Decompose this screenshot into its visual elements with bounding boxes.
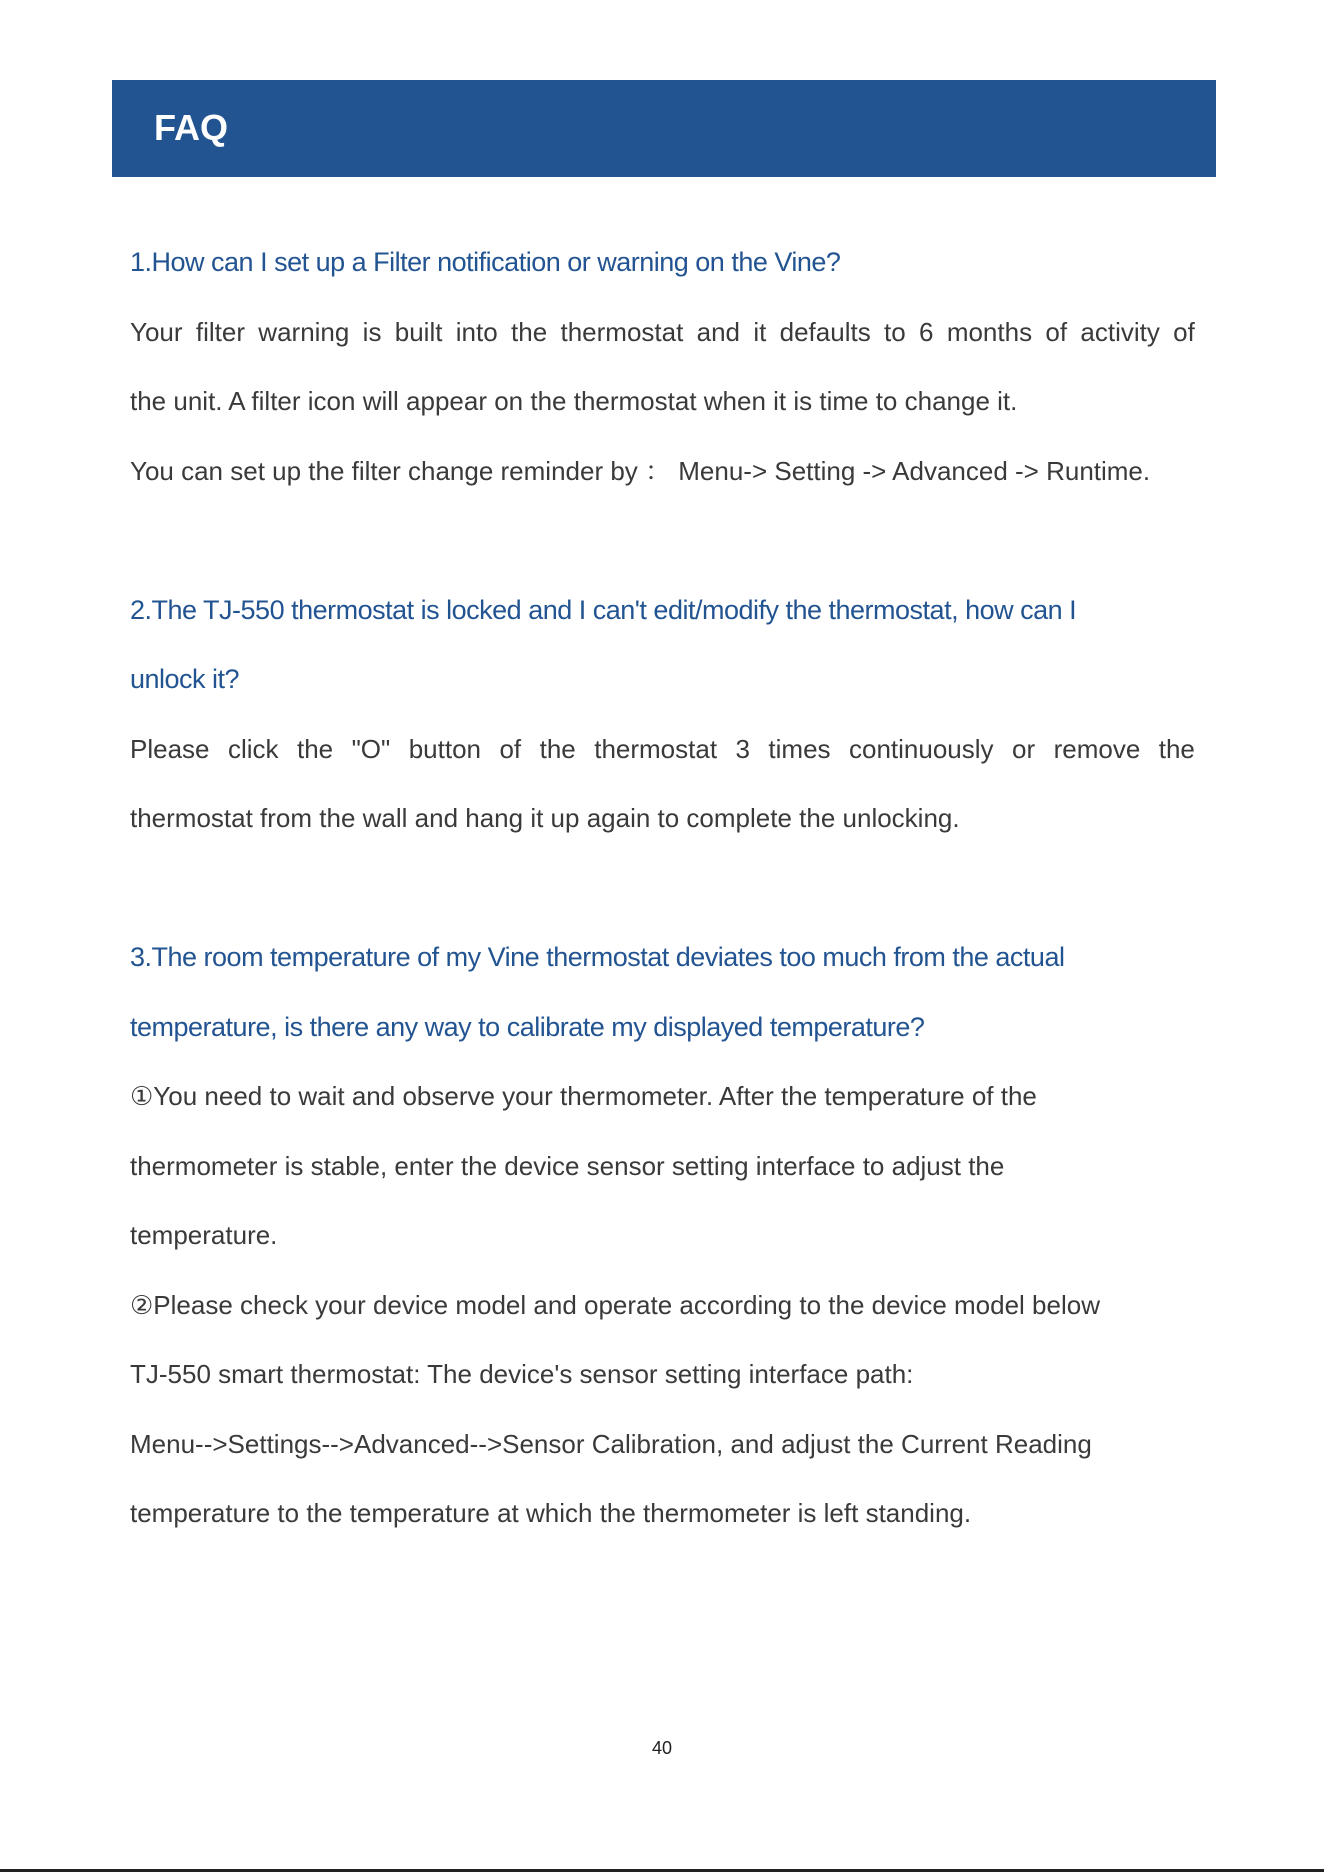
word: click <box>227 733 279 764</box>
word: activity <box>1080 316 1160 347</box>
faq-1-answer-line-3: You can set up the filter change reminder by ： Menu-> Setting -> Advanced -> Runtime. <box>130 455 1151 486</box>
section-spacer <box>130 506 1195 576</box>
word: and <box>696 316 741 347</box>
word: thermostat <box>560 316 684 347</box>
page-title: FAQ <box>154 107 229 148</box>
word: months <box>946 316 1033 347</box>
word: to <box>884 316 906 347</box>
faq-3-answer-line-4: ②Please check your device model and operate according to the device model below <box>130 1289 1100 1320</box>
faq-1-answer-line-2: the unit. A filter icon will appear on the thermostat when it is time to change it. <box>130 386 1018 416</box>
faq-1-answer-line-1 <box>130 298 1195 368</box>
word: is <box>362 316 382 347</box>
word: "O" <box>351 733 391 764</box>
word: 3 <box>735 733 750 764</box>
word: into <box>455 316 498 347</box>
word: defaults <box>779 316 871 347</box>
word: filter <box>195 316 245 347</box>
faq-3-answer-line-7: temperature to the temperature at which the thermometer is left standing. <box>130 1498 972 1528</box>
faq-3-answer-line-5: TJ-550 smart thermostat: The device's sensor setting interface path: <box>130 1359 914 1389</box>
word: the <box>296 733 334 764</box>
word: of <box>499 733 522 764</box>
faq-3-answer-line-3: temperature. <box>130 1220 278 1250</box>
word: of <box>1173 316 1195 347</box>
faq-3-answer-line-6: Menu-->Settings-->Advanced-->Sensor Calibration, and adjust the Current Reading <box>130 1428 1092 1459</box>
word: built <box>394 316 443 347</box>
word: Your <box>130 316 183 347</box>
faq-2-answer-line-2: thermostat from the wall and hang it up again to complete the unlocking. <box>130 803 960 833</box>
word: it <box>753 316 767 347</box>
page-number: 40 <box>651 1738 673 1758</box>
faq-3-answer-line-1: ①You need to wait and observe your thermometer. After the temperature of the <box>130 1081 1037 1111</box>
word: or <box>1012 733 1036 764</box>
word: button <box>408 733 482 764</box>
word: 6 <box>919 316 934 347</box>
word: continuously <box>849 733 994 764</box>
faq-3-question-line-1: 3.The room temperature of my Vine thermostat deviates too much from the actual <box>130 942 1065 972</box>
faq-1-question-line-1: 1.How can I set up a Filter notification or warning on the Vine? <box>130 247 841 277</box>
faq-header-bar <box>112 80 1216 177</box>
faq-2-question-line-2: unlock it? <box>130 664 240 694</box>
faq-2-answer-line-1 <box>130 715 1195 785</box>
word: thermostat <box>594 733 718 764</box>
word: times <box>768 733 831 764</box>
faq-content <box>130 228 1195 1549</box>
faq-2-question-line-1: 2.The TJ-550 thermostat is locked and I can't edit/modify the thermostat, how can I <box>130 594 1077 625</box>
word: the <box>539 733 576 764</box>
word: of <box>1045 316 1068 347</box>
word: Please <box>130 733 210 764</box>
section-spacer <box>130 854 1195 924</box>
word: the <box>1158 733 1195 764</box>
faq-3-answer-line-2: thermometer is stable, enter the device sensor setting interface to adjust the <box>130 1150 1005 1181</box>
word: the <box>511 316 548 347</box>
faq-3-question-line-2: temperature, is there any way to calibrate my displayed temperature? <box>130 1011 925 1042</box>
word: warning <box>258 316 350 347</box>
word: remove <box>1053 733 1141 764</box>
